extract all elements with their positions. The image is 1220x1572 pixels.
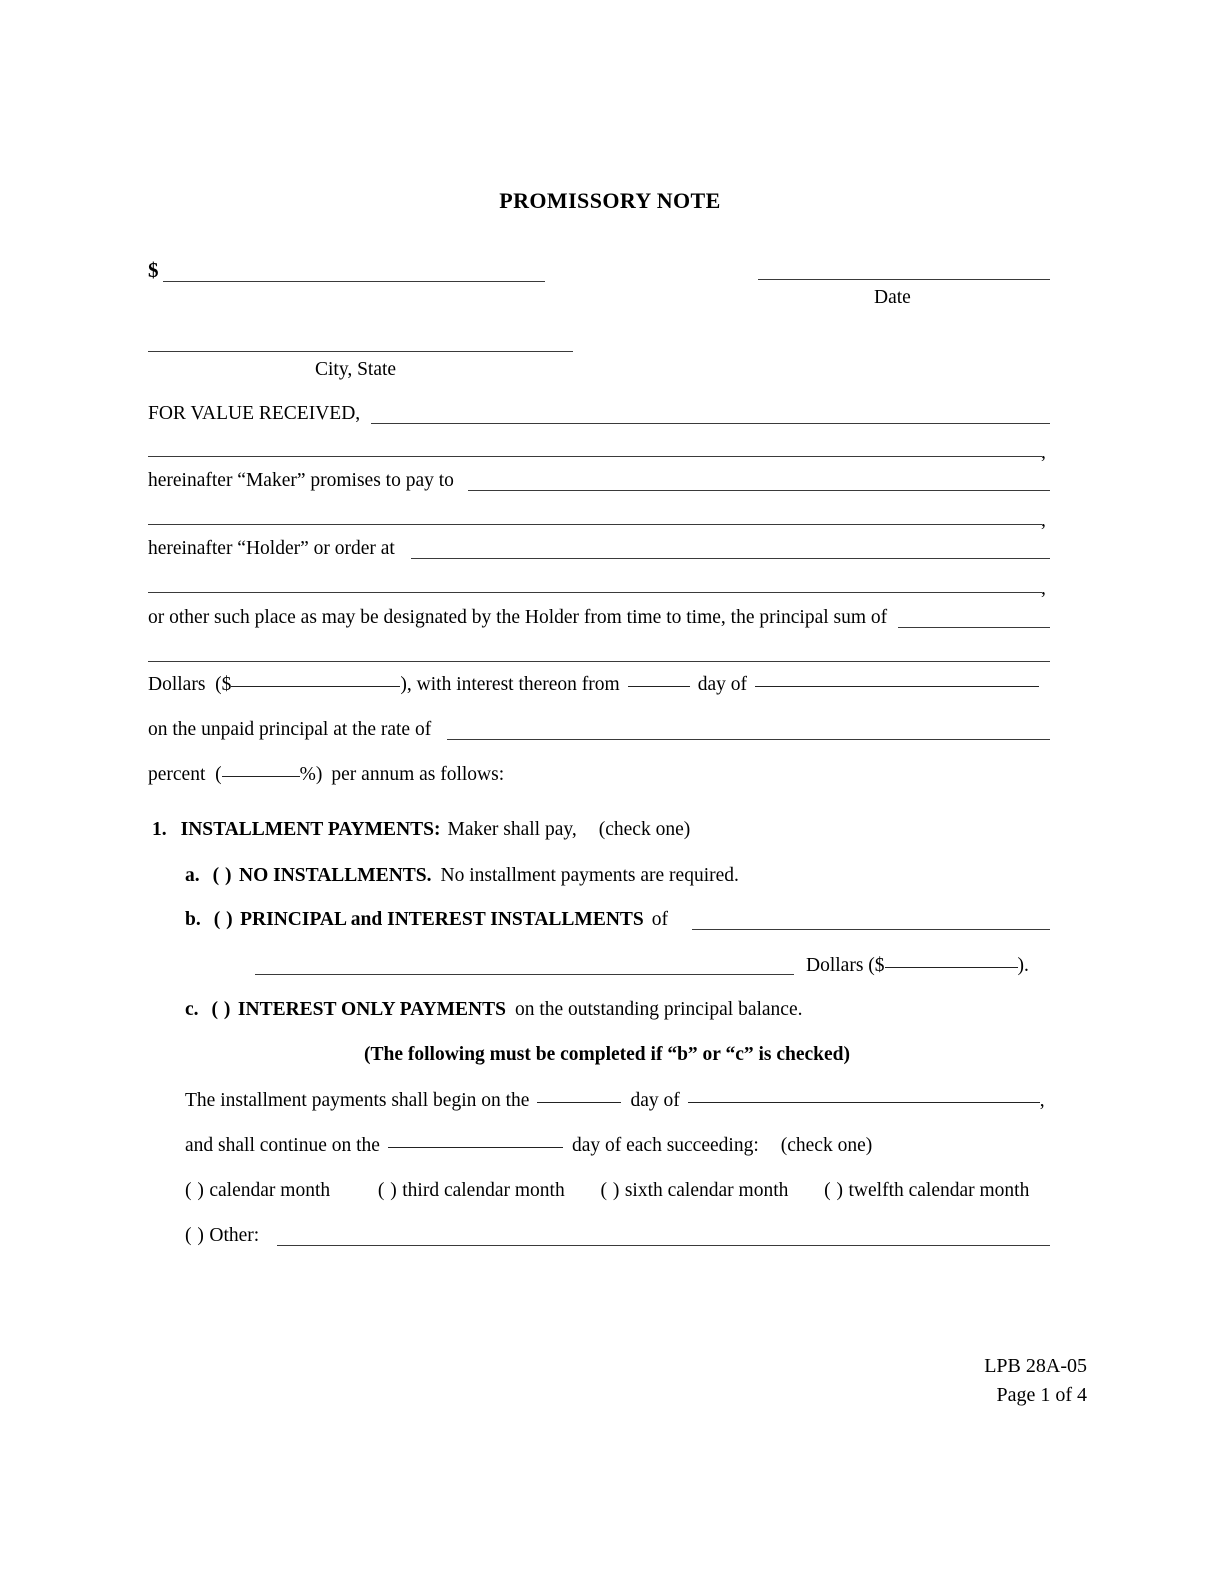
installment-begin-day-blank[interactable] <box>537 1102 621 1103</box>
option-b-dollars-open-paren: ($ <box>868 955 885 976</box>
amount-blank-line[interactable] <box>163 281 545 282</box>
frequency-other-row <box>185 1226 259 1246</box>
frequency-option-0-label: calendar month <box>209 1180 331 1201</box>
per-annum-label: per annum as follows: <box>331 764 505 785</box>
other-place-label: or other such place as may be designated by the Holder from time to time, the principal sum of <box>148 607 888 628</box>
unpaid-rate-label: on the unpaid principal at the rate of <box>148 719 432 740</box>
conditional-completion-note: (The following must be completed if “b” or “c” is checked) <box>364 1044 851 1065</box>
amount-field-group <box>148 260 159 282</box>
installment-continue-line <box>185 1136 872 1156</box>
percent-open-paren: ( <box>215 764 222 785</box>
principal-sum-continuation-line[interactable] <box>148 661 1050 662</box>
frequency-other-label: Other: <box>209 1225 260 1246</box>
day-of-label: day of <box>697 674 747 695</box>
section-1-number: 1. <box>152 819 167 840</box>
percent-close: %) <box>299 764 323 785</box>
option-b-dollars-close: ). <box>1017 955 1029 976</box>
installment-option-a[interactable] <box>185 866 739 886</box>
option-c-checkbox[interactable]: ( ) <box>211 999 231 1020</box>
frequency-other-blank-line[interactable] <box>277 1245 1050 1246</box>
option-b-dollars-label: Dollars <box>806 955 864 976</box>
frequency-option-1-label: third calendar month <box>402 1180 565 1201</box>
installment-begin-line <box>185 1091 1045 1111</box>
payee-continuation-line[interactable] <box>148 524 1042 525</box>
section-1-heading: INSTALLMENT PAYMENTS: <box>180 819 441 840</box>
holder-address-blank-line[interactable] <box>411 558 1050 559</box>
dollars-label: Dollars <box>148 674 206 695</box>
percent-line <box>148 765 504 785</box>
hereinafter-maker-label: hereinafter “Maker” promises to pay to <box>148 470 454 491</box>
installment-begin-prefix: The installment payments shall begin on the <box>185 1090 530 1111</box>
city-state-caption: City, State <box>315 359 397 380</box>
holder-address-continuation-line[interactable] <box>148 592 1042 593</box>
option-b-label: PRINCIPAL and INTEREST INSTALLMENTS <box>240 909 644 930</box>
footer <box>984 1352 1087 1410</box>
section-1-heading-row <box>152 820 690 840</box>
interest-from-day-blank[interactable] <box>628 686 690 687</box>
section-1-check-one: (check one) <box>598 819 691 840</box>
installment-begin-comma: , <box>1039 1090 1045 1111</box>
dollars-close-interest: ), with interest thereon from <box>400 674 620 695</box>
comma-after-maker: , <box>1041 442 1046 463</box>
dollars-open-paren: ($ <box>215 674 232 695</box>
option-b-checkbox[interactable]: ( ) <box>213 909 234 930</box>
city-state-blank-line[interactable] <box>148 351 573 352</box>
date-caption: Date <box>874 287 911 308</box>
dollars-interest-line <box>148 675 1039 695</box>
principal-sum-blank-line[interactable] <box>898 627 1050 628</box>
installment-continue-day-blank[interactable] <box>388 1147 563 1148</box>
dollars-amount-blank[interactable] <box>231 686 400 687</box>
option-a-label: NO INSTALLMENTS. <box>239 865 432 886</box>
option-a-description: No installment payments are required. <box>440 865 739 886</box>
option-a-letter: a. <box>185 865 200 886</box>
installment-option-b[interactable] <box>185 910 668 930</box>
section-1-lead-in: Maker shall pay, <box>447 819 577 840</box>
installment-option-c[interactable] <box>185 1000 802 1020</box>
option-a-checkbox[interactable]: ( ) <box>212 865 232 886</box>
frequency-option-2-checkbox[interactable]: ( ) <box>600 1180 620 1201</box>
frequency-option-3-label: twelfth calendar month <box>848 1180 1030 1201</box>
frequency-option-2-label: sixth calendar month <box>624 1180 789 1201</box>
page-number: Page 1 of 4 <box>996 1384 1087 1406</box>
date-blank-line[interactable] <box>758 279 1050 280</box>
for-value-received-label: FOR VALUE RECEIVED, <box>148 403 361 424</box>
option-b-of-label: of <box>651 909 669 930</box>
option-b-dollars-amount-blank[interactable] <box>885 967 1018 968</box>
option-b-amount-words-continuation[interactable] <box>255 974 794 975</box>
interest-rate-blank-line[interactable] <box>447 739 1050 740</box>
percent-label: percent <box>148 764 206 785</box>
for-value-received-blank-line[interactable] <box>371 423 1050 424</box>
page-title: PROMISSORY NOTE <box>499 188 721 213</box>
option-c-letter: c. <box>185 999 199 1020</box>
option-c-description: on the outstanding principal balance. <box>514 999 803 1020</box>
option-b-letter: b. <box>185 909 201 930</box>
option-c-label: INTEREST ONLY PAYMENTS <box>237 999 506 1020</box>
comma-after-payee: , <box>1041 510 1046 531</box>
comma-after-holder-address: , <box>1041 578 1046 599</box>
form-id: LPB 28A-05 <box>984 1355 1087 1377</box>
interest-from-month-year-blank[interactable] <box>755 686 1039 687</box>
frequency-other-checkbox[interactable]: ( ) <box>185 1225 205 1246</box>
installment-continue-mid-label: day of each succeeding: <box>571 1135 759 1156</box>
option-b-amount-words-blank[interactable] <box>692 929 1050 930</box>
dollar-sign-icon: $ <box>148 258 159 282</box>
installment-continue-prefix: and shall continue on the <box>185 1135 380 1156</box>
frequency-options-row <box>185 1181 1029 1201</box>
frequency-option-3-checkbox[interactable]: ( ) <box>824 1180 844 1201</box>
frequency-option-0-checkbox[interactable]: ( ) <box>185 1180 205 1201</box>
installment-begin-day-of-label: day of <box>630 1090 680 1111</box>
installment-begin-month-blank[interactable] <box>688 1102 1040 1103</box>
percent-value-blank[interactable] <box>222 776 300 777</box>
maker-name-continuation-line[interactable] <box>148 456 1042 457</box>
frequency-option-1-checkbox[interactable]: ( ) <box>377 1180 398 1201</box>
installment-continue-check-one: (check one) <box>780 1135 873 1156</box>
hereinafter-holder-label: hereinafter “Holder” or order at <box>148 538 395 559</box>
option-b-dollars-group <box>806 956 1029 976</box>
payee-blank-line[interactable] <box>468 490 1050 491</box>
